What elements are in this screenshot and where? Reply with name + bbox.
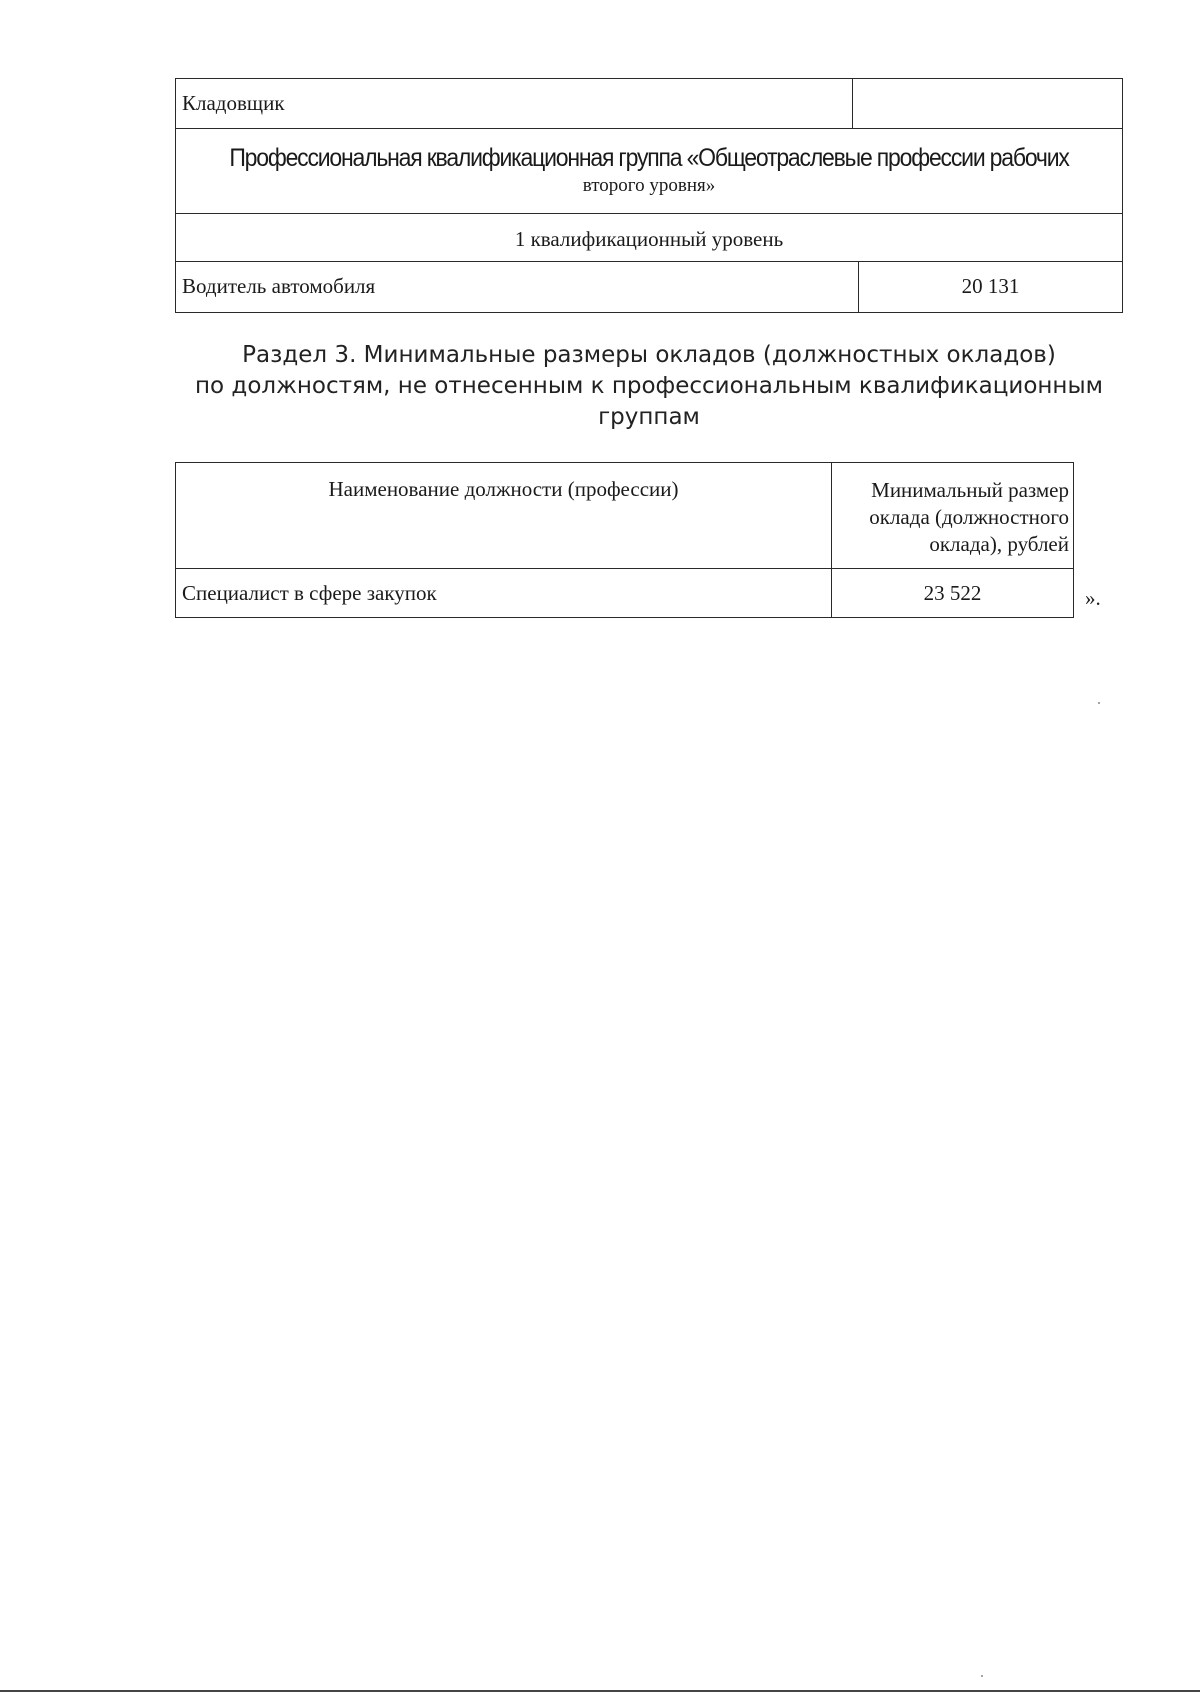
section3-heading [175,340,1123,433]
section3-heading-line1: Раздел 3. Минимальные размеры окладов (должностных окладов) [242,342,1056,368]
table-row [176,79,1122,129]
salary-value: 23 522 [923,581,982,605]
closing-quote-mark: ». [1085,586,1101,610]
qualification-group-title [176,129,1122,213]
table-header-row [176,463,1073,569]
position-name: Специалист в сфере закупок [176,569,832,617]
scan-speck [981,1675,983,1677]
column-header-salary-line3: оклада), рублей [929,532,1069,556]
column-header-salary-line1: Минимальный размер [871,478,1069,502]
column-header-salary-line2: оклада (должностного [869,505,1069,529]
position-name: Кладовщик [176,79,853,128]
salary-value: 20 131 [961,274,1020,298]
table-row-group-header [176,129,1122,214]
salary-table-section2 [175,78,1123,313]
table-row [176,262,1122,312]
table-row [176,569,1073,617]
qualification-group-title-line2: второго уровня» [582,175,716,196]
column-header-salary [832,463,1073,568]
table-row-level-header [176,214,1122,262]
column-header-position: Наименование должности (профессии) [176,463,832,568]
position-name: Водитель автомобиля [176,262,859,312]
section3-heading-line2: по должностям, не отнесенным к профессиональным квалификационным [195,373,1103,399]
salary-table-section3 [175,462,1074,618]
section3-heading-line3: группам [598,404,700,430]
qualification-level-title: 1 квалификационный уровень [514,227,784,251]
scan-edge-line [0,1690,1200,1692]
qualification-group-title-line1: Профессиональная квалификационная группа «Общеотраслевые профессии рабочих [229,144,1069,172]
scan-speck [1098,702,1100,704]
salary-value [853,79,1122,128]
